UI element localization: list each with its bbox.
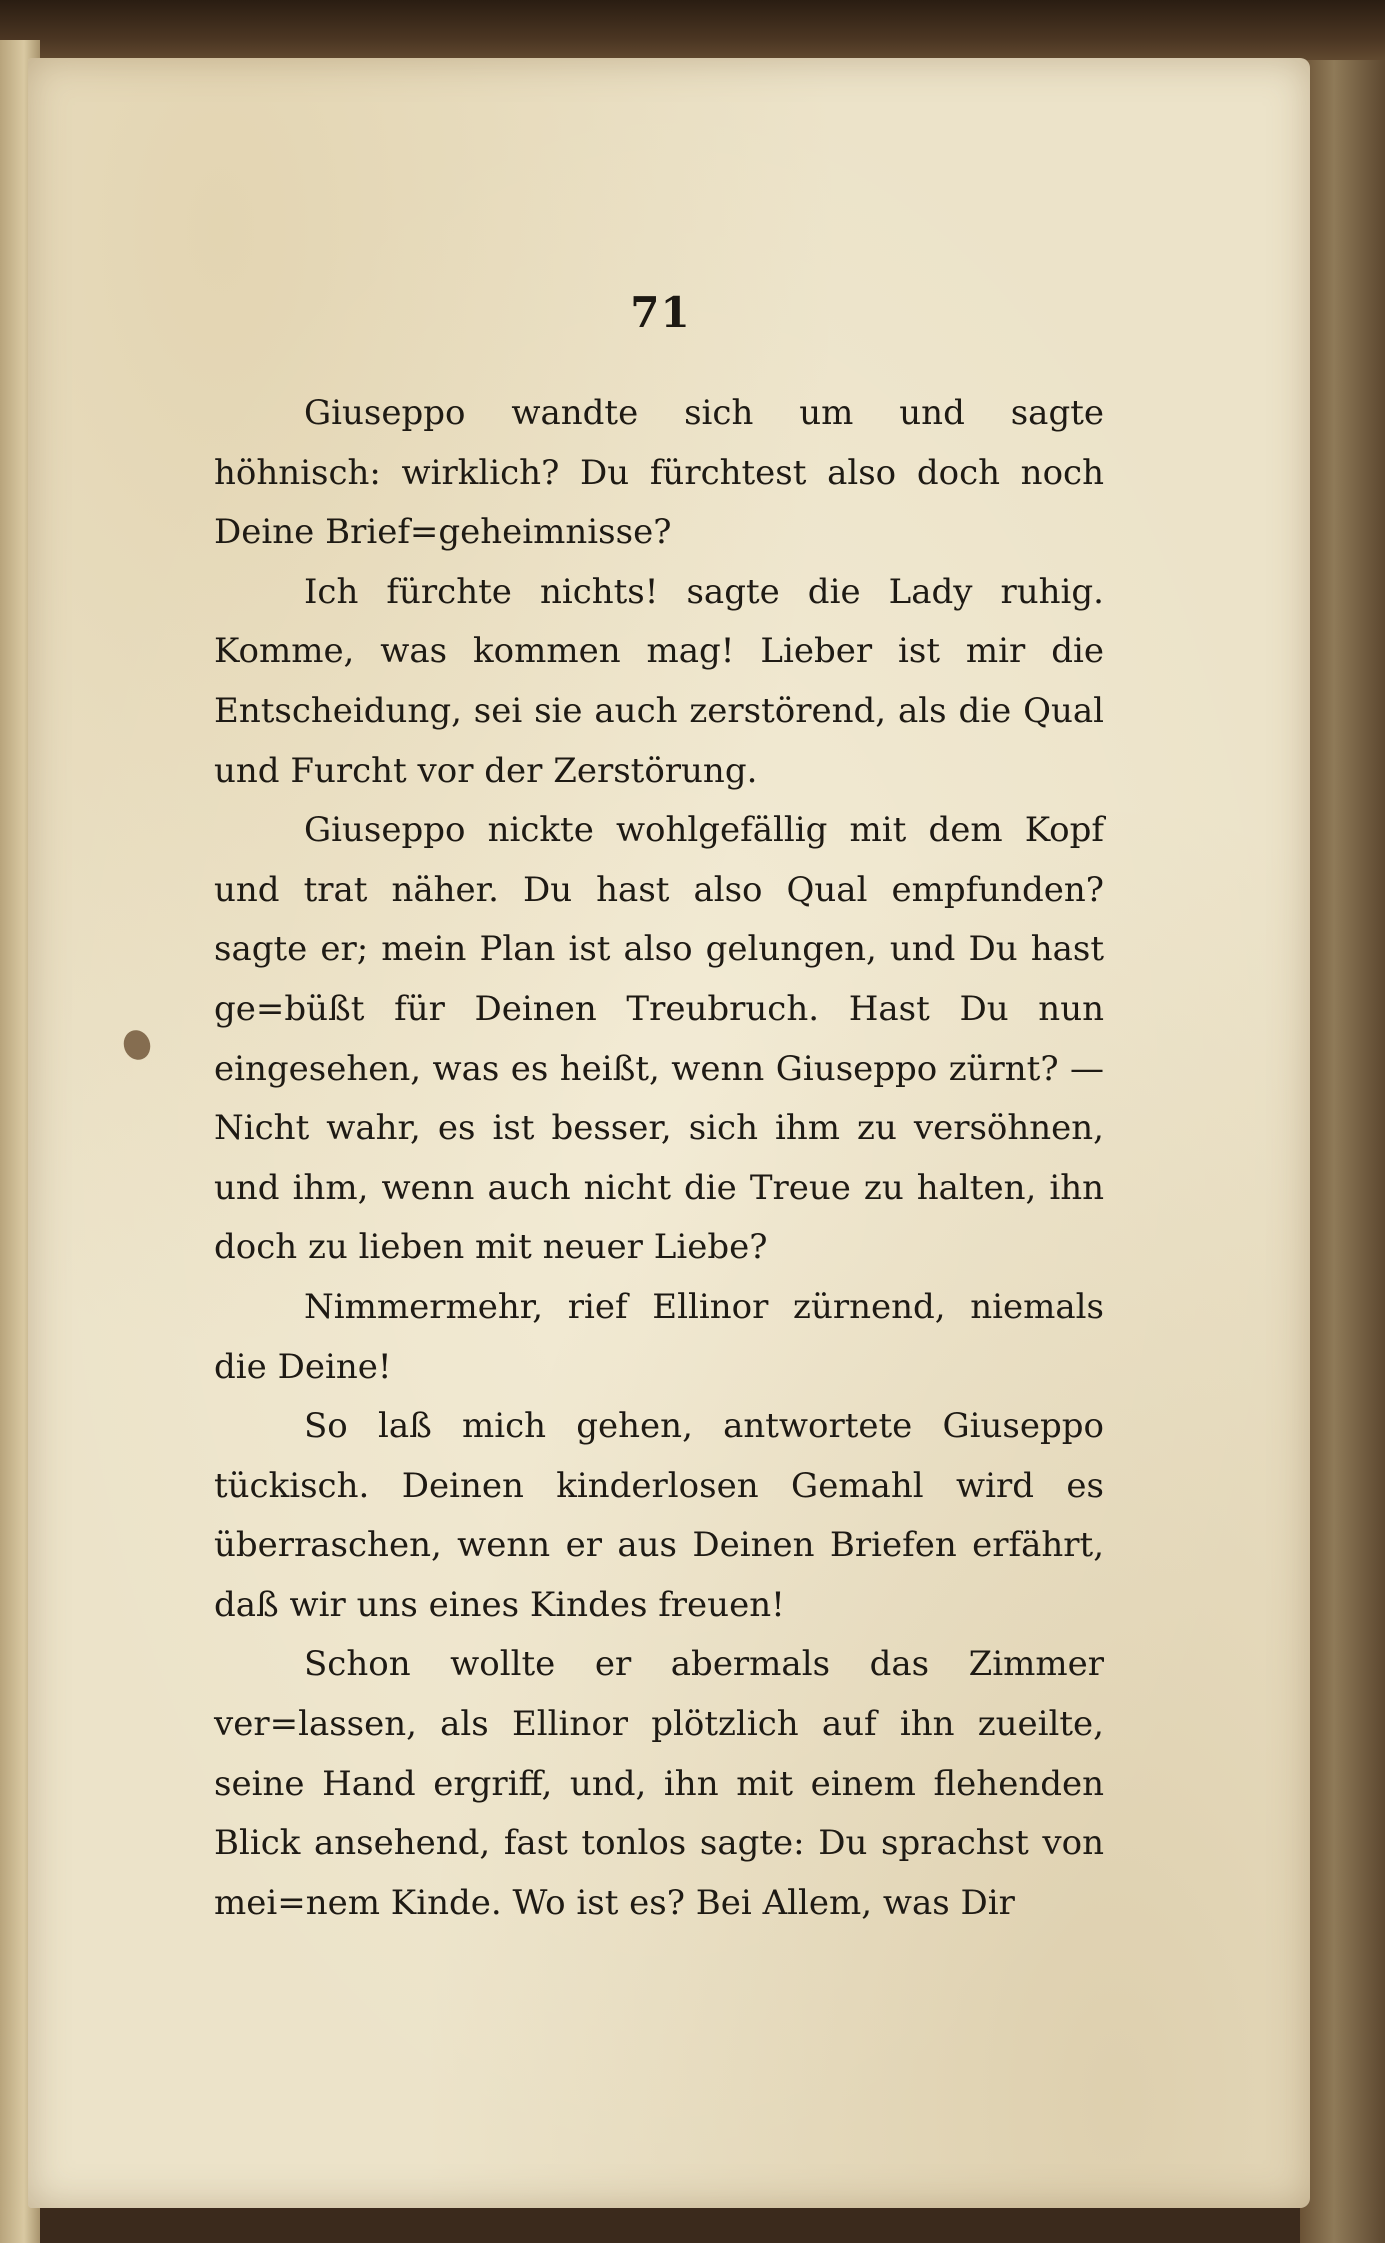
paragraph: So laß mich gehen, antwortete Giuseppo tückisch. Deinen kinderlosen Gemahl wird es überraschen, wenn er aus Deinen Briefen erfährt, daß wir uns eines Kindes freuen! <box>214 1406 1104 1625</box>
book-right-edge <box>1300 60 1385 2243</box>
body-text <box>214 384 1104 1933</box>
book-page <box>28 58 1310 2208</box>
paragraph: Giuseppo wandte sich um und sagte höhnisch: wirklich? Du fürchtest also doch noch Deine Brief=geheimnisse? <box>214 393 1104 553</box>
paragraph: Giuseppo nickte wohlgefällig mit dem Kopf und trat näher. Du hast also Qual empfunden? sagte er; mein Plan ist also gelungen, und Du hast ge=büßt für Deinen Treubruch. Hast Du nun eingesehen, was es heißt, wenn Giuseppo zürnt? — Nicht wahr, es ist besser, sich ihm zu versöhnen, und ihm, wenn auch nicht die Treue zu halten, ihn doch zu lieben mit neuer Liebe? <box>214 810 1104 1268</box>
paragraph: Ich fürchte nichts! sagte die Lady ruhig. Komme, was kommen mag! Lieber ist mir die Entscheidung, sei sie auch zerstörend, als die Qual und Furcht vor der Zerstörung. <box>214 571 1104 791</box>
paragraph: Schon wollte er abermals das Zimmer ver=lassen, als Ellinor plötzlich auf ihn zueilte, seine Hand ergriff, und, ihn mit einem flehenden Blick ansehend, fast tonlos sagte: Du sprachst von mei=nem Kinde. Wo ist es? Bei Allem, was Dir <box>214 1644 1104 1923</box>
paragraph: Nimmermehr, rief Ellinor zürnend, niemals die Deine! <box>214 1286 1104 1387</box>
page-number: 71 <box>630 288 691 337</box>
ink-stain <box>120 1026 155 1063</box>
